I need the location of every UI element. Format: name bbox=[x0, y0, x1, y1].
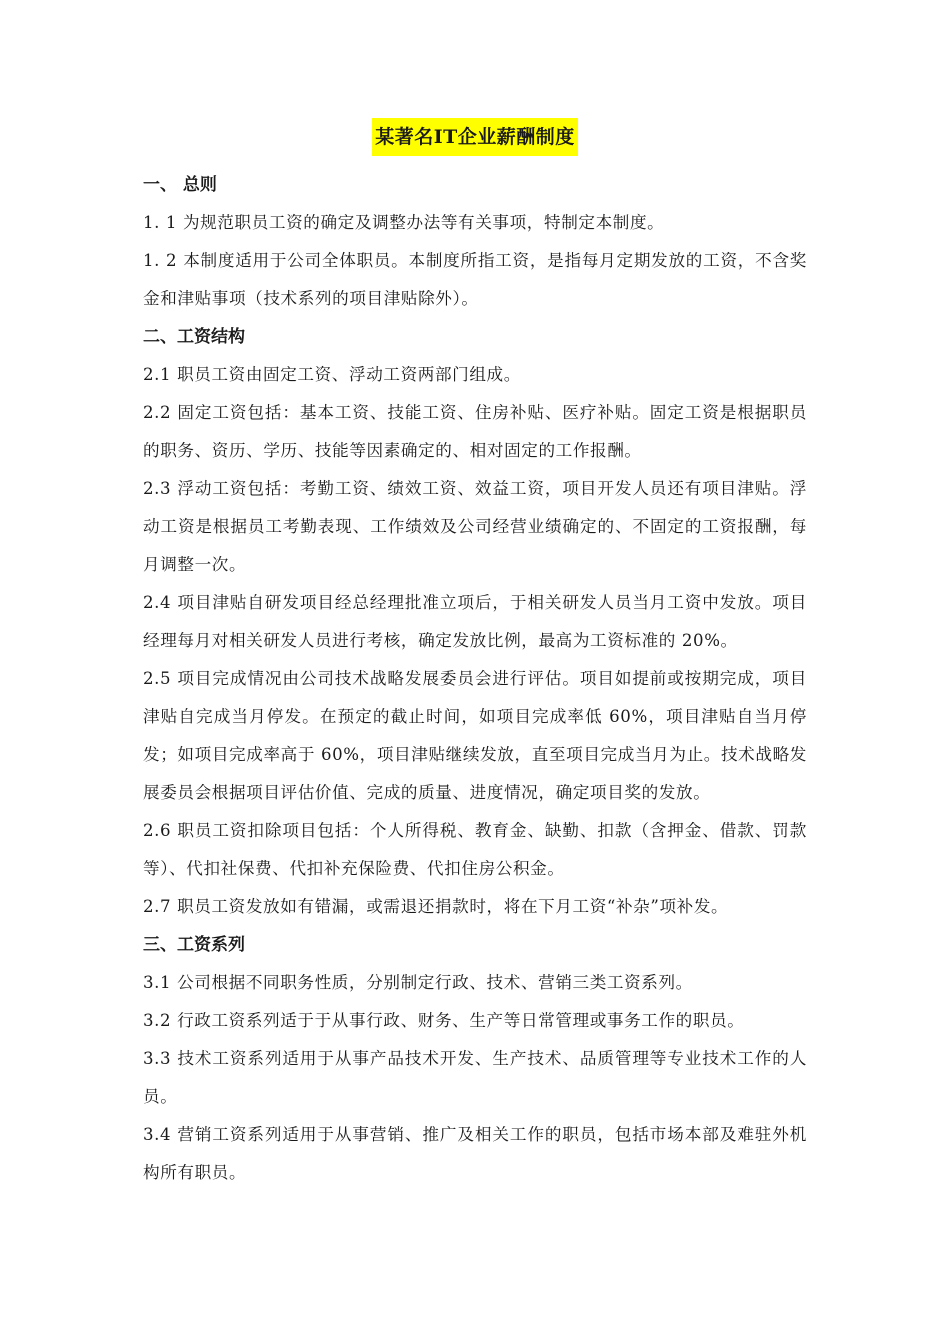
section-general bbox=[143, 166, 807, 318]
section-heading: 二、工资结构 bbox=[143, 327, 245, 347]
paragraph-1-2: 1. 2 本制度适用于公司全体职员。本制度所指工资，是指每月定期发放的工资，不含奖金和津贴事项（技术系列的项目津贴除外）。 bbox=[143, 251, 807, 308]
paragraph-2-1: 2.1 职员工资由固定工资、浮动工资两部门组成。 bbox=[143, 365, 521, 384]
document-page bbox=[143, 118, 807, 1192]
title-wrap bbox=[143, 118, 807, 162]
section-heading: 一、 总则 bbox=[143, 175, 217, 195]
paragraph-2-4: 2.4 项目津贴自研发项目经总经理批准立项后，于相关研发人员当月工资中发放。项目经理每月对相关研发人员进行考核，确定发放比例，最高为工资标准的 20%。 bbox=[143, 593, 807, 650]
section-salary-series bbox=[143, 926, 807, 1192]
paragraph-1-1: 1. 1 为规范职员工资的确定及调整办法等有关事项，特制定本制度。 bbox=[143, 213, 665, 232]
section-salary-structure bbox=[143, 318, 807, 926]
paragraph-3-4: 3.4 营销工资系列适用于从事营销、推广及相关工作的职员，包括市场本部及难驻外机构所有职员。 bbox=[143, 1125, 807, 1182]
paragraph-2-7: 2.7 职员工资发放如有错漏，或需退还捐款时，将在下月工资“补杂”项补发。 bbox=[143, 897, 729, 916]
paragraph-3-3: 3.3 技术工资系列适用于从事产品技术开发、生产技术、品质管理等专业技术工作的人员。 bbox=[143, 1049, 807, 1106]
paragraph-2-3: 2.3 浮动工资包括：考勤工资、绩效工资、效益工资，项目开发人员还有项目津贴。浮动工资是根据员工考勤表现、工作绩效及公司经营业绩确定的、不固定的工资报酬，每月调整一次。 bbox=[143, 479, 807, 574]
document-title: 某著名IT企业薪酬制度 bbox=[372, 118, 578, 156]
paragraph-2-5: 2.5 项目完成情况由公司技术战略发展委员会进行评估。项目如提前或按期完成，项目津贴自完成当月停发。在预定的截止时间，如项目完成率低 60%，项目津贴自当月停发；如项目完成率高于 60%，项目津贴继续发放，直至项目完成当月为止。技术战略发展委员会根据项目评估价值、完成的质量、进度情况，确定项目奖的发放。 bbox=[143, 669, 807, 802]
section-heading: 三、工资系列 bbox=[143, 935, 245, 955]
paragraph-3-2: 3.2 行政工资系列适于于从事行政、财务、生产等日常管理或事务工作的职员。 bbox=[143, 1011, 745, 1030]
paragraph-2-2: 2.2 固定工资包括：基本工资、技能工资、住房补贴、医疗补贴。固定工资是根据职员的职务、资历、学历、技能等因素确定的、相对固定的工作报酬。 bbox=[143, 403, 807, 460]
paragraph-2-6: 2.6 职员工资扣除项目包括：个人所得税、教育金、缺勤、扣款（含押金、借款、罚款等）、代扣社保费、代扣补充保险费、代扣住房公积金。 bbox=[143, 821, 807, 878]
paragraph-3-1: 3.1 公司根据不同职务性质，分别制定行政、技术、营销三类工资系列。 bbox=[143, 973, 693, 992]
